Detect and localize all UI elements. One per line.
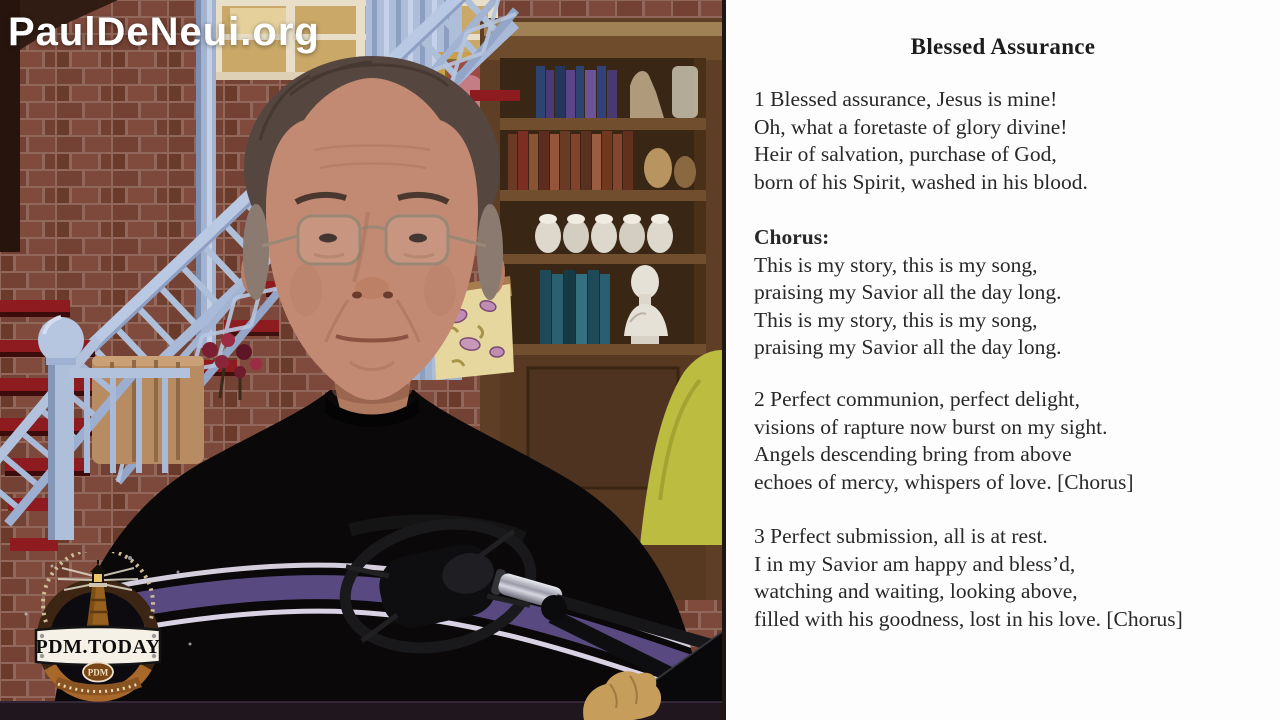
lyric-line: praising my Savior all the day long.: [754, 280, 1062, 305]
lyric-line: filled with his goodness, lost in his love. [Chorus]: [754, 606, 1183, 631]
lyric-line: Heir of salvation, purchase of God,: [754, 142, 1057, 167]
lyric-line: This is my story, this is my song,: [754, 252, 1038, 277]
lyric-line: praising my Savior all the day long.: [754, 335, 1062, 360]
lyric-line: born of his Spirit, washed in his blood.: [754, 169, 1088, 194]
lyric-line: I in my Savior am happy and bless’d,: [754, 551, 1076, 576]
lyric-block: [754, 224, 1062, 362]
logo-banner-text: PDM.TODAY: [35, 636, 161, 658]
chorus-label: Chorus:: [754, 225, 830, 249]
lyric-block: [754, 86, 1088, 196]
lyric-line: This is my story, this is my song,: [754, 307, 1038, 332]
logo-seal-text: PDM: [87, 667, 109, 678]
lyric-line: echoes of mercy, whispers of love. [Chorus]: [754, 469, 1134, 494]
pdm-logo: [18, 552, 204, 720]
lyric-line: Angels descending bring from above: [754, 442, 1072, 467]
lyric-line: watching and waiting, looking above,: [754, 579, 1078, 604]
lyric-block: [754, 523, 1183, 633]
lyric-line: Oh, what a foretaste of glory divine!: [754, 114, 1068, 139]
lyric-block: [754, 386, 1134, 496]
gray-hair-left: [243, 204, 269, 300]
logo-banner: [35, 627, 160, 665]
lyric-line: visions of rapture now burst on my sight.: [754, 414, 1108, 439]
lyric-line: 3 Perfect submission, all is at rest.: [754, 524, 1048, 548]
jars-third-shelf: [535, 214, 673, 253]
lyric-line: 2 Perfect communion, perfect delight,: [754, 387, 1080, 411]
watermark-text: PaulDeNeui.org: [8, 10, 320, 54]
gray-hair-right: [477, 204, 503, 300]
hymn-title: Blessed Assurance: [910, 34, 1096, 59]
books-top-shelf: [536, 66, 698, 118]
lyric-line: 1 Blessed assurance, Jesus is mine!: [754, 87, 1058, 111]
lyrics-panel: [722, 0, 1280, 720]
logo-seal: [83, 663, 113, 682]
